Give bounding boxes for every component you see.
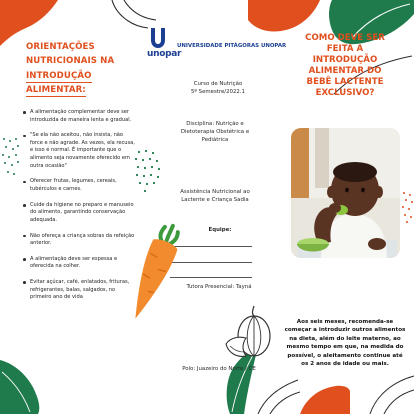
right-title-line: INTRODUÇÃO	[312, 55, 378, 65]
university-name: UNIVERSIDADE PITÁGORAS UNOPAR	[177, 43, 287, 49]
left-green-dots	[0, 135, 22, 179]
team-label: Equipe:	[208, 227, 232, 233]
team-blank-line	[170, 262, 252, 263]
course-info	[168, 80, 268, 96]
onion-illustration	[224, 304, 274, 362]
right-title-line: ALIMENTAR DO	[308, 66, 382, 76]
team-blank-line	[170, 246, 252, 247]
top-mid-leaf-outline	[100, 0, 160, 30]
left-title-line: ORIENTAÇÕES	[26, 42, 95, 52]
semester-line: 5º Semestre/2022.1	[190, 89, 245, 95]
bottom-left-green-leaf	[0, 350, 46, 414]
list-item: Não ofereça a criança sobras da refeição anterior.	[23, 233, 135, 248]
list-item: Cuide da higiene no preparo e manuseio do alimento, garantindo conservação adequada.	[23, 202, 135, 225]
location-info: Polo: Juazeiro do Norte / CE	[182, 366, 256, 372]
baby-photo-drawing	[291, 128, 400, 258]
right-title-line: EXCLUSIVO?	[315, 88, 375, 98]
topic-line: Assistência Nutricional ao	[180, 189, 250, 195]
discipline-info	[160, 120, 270, 144]
right-panel-paragraph: Aos seis meses, recomenda-se começar a introduzir outros alimentos na dieta, além do leite materno, ao mesmo tempo em que, na medida do possível, o aleitamento continue até os 2 anos de idade ou mais.	[284, 319, 406, 368]
topic-line: Lactente e Criança Sadia	[181, 197, 249, 203]
left-title-line: INTRODUÇÃO ALIMENTAR:	[26, 70, 92, 96]
list-item: Oferecer frutas, legumes, cereais, tubérculos e carnes.	[23, 178, 135, 193]
discipline-line: Pediátrica	[201, 137, 229, 143]
bottom-right-leaf-outline	[366, 372, 414, 414]
left-title-line: NUTRICIONAIS NA	[26, 56, 115, 67]
left-panel-title	[26, 40, 138, 98]
list-item: Evitar açúcar, café, enlatados, frituras, refrigerantes, balas, salgados, no primeiro ano de vida	[23, 279, 135, 302]
bottom-right-orange-blob	[300, 384, 350, 414]
right-orange-dots	[400, 190, 414, 224]
bottom-mid-leaf-outline	[256, 378, 300, 414]
right-panel-title	[288, 33, 402, 99]
discipline-line: Disciplina: Nutrição e	[186, 121, 244, 127]
discipline-line: Dietoterapia Obstétrica e	[180, 129, 250, 135]
right-title-line: COMO DEVE SER	[305, 33, 385, 43]
tutor-info: Tutora Presencial: Tayná	[186, 284, 252, 290]
list-item: A alimentação deve ser espessa e oferecida na colher.	[23, 256, 135, 271]
center-green-dots	[133, 148, 163, 194]
carrot-illustration	[126, 222, 180, 328]
unopar-u-icon	[150, 28, 166, 48]
list-item: "Se ela não aceitou, não insista, não force e não agrade. As vezes, ela recusa, e isso é normal. É importante que o alimento seja novamente oferecido em outra ocasião"	[23, 132, 135, 170]
course-line: Curso de Nutrição	[193, 81, 243, 87]
team-blank-line	[170, 277, 252, 278]
right-title-line: FEITA A	[326, 44, 364, 54]
orientation-list	[23, 109, 135, 310]
unopar-logo-text: unopar	[147, 49, 182, 59]
university-logo-block	[147, 28, 287, 62]
right-title-line: BEBÊ LACTENTE	[306, 77, 384, 87]
topic-info	[160, 188, 270, 204]
baby-eating-photo	[291, 128, 400, 258]
list-item: A alimentação complementar deve ser introduzida de maneira lenta e gradual.	[23, 109, 135, 124]
